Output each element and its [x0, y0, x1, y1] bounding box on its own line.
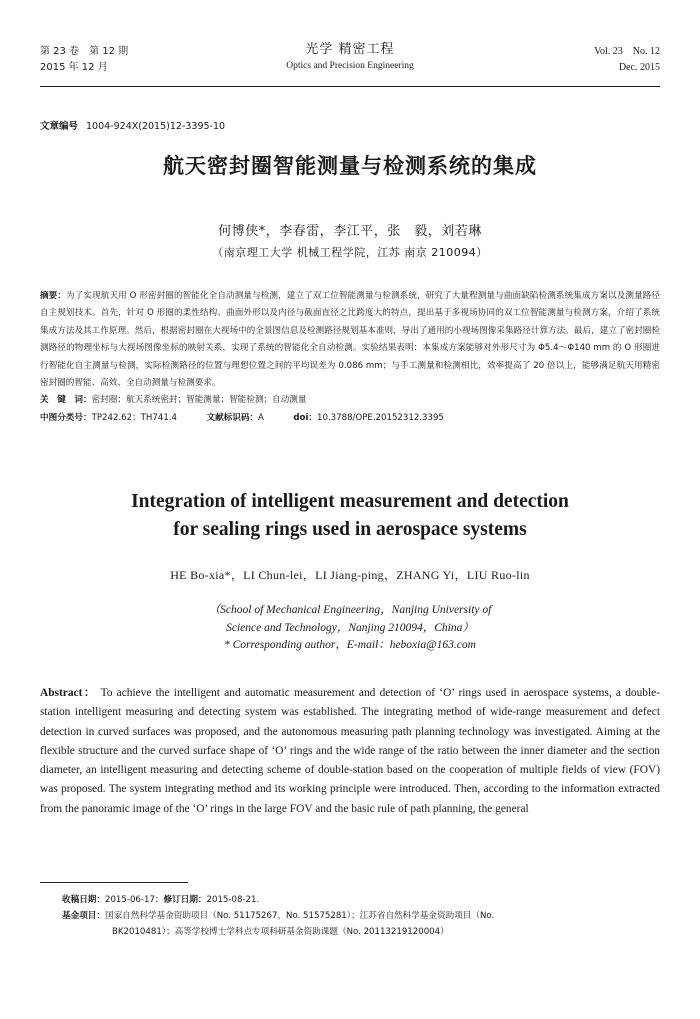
- doc-code-value: A: [258, 412, 264, 423]
- received-date: 2015-06-17；: [104, 895, 164, 905]
- article-number-value: 1004-924X(2015)12-3395-10: [86, 121, 226, 132]
- footnote-dates: [62, 892, 660, 908]
- affiliation-en-line1: （School of Mechanical Engineering，Nanjing University of: [208, 604, 492, 616]
- footnote-divider: [40, 882, 188, 883]
- revised-date: 2015-08-21.: [206, 895, 260, 905]
- corresponding-author: * Corresponding author，E-mail：heboxia@163.com: [224, 639, 476, 651]
- abstract-cn: [40, 288, 660, 392]
- affiliation-en-line2: Science and Technology，Nanjing 210094，China）: [226, 621, 474, 634]
- classification-line: [40, 410, 660, 427]
- authors-en: HE Bo-xia*，LI Chun-lei，LI Jiang-ping，ZHANG Yi，LIU Ruo-lin: [170, 568, 530, 582]
- doi-label: doi：: [293, 412, 318, 423]
- abstract-cn-label: 摘要：: [40, 291, 67, 301]
- header-right: [594, 44, 660, 76]
- journal-name: [40, 41, 660, 73]
- abstract-en: [40, 684, 660, 819]
- article-number-label: 文章编号: [40, 121, 79, 132]
- clc-value: TP242.62；TH741.4: [91, 412, 177, 423]
- keywords-cn-text: 密封圈；航天系统密封；智能测量；智能检测；自动测量: [91, 395, 307, 406]
- affiliation-en: [0, 602, 700, 655]
- article-number: [40, 118, 225, 132]
- abstract-en-text: To achieve the intelligent and automatic measurement and detection of ‘O’ rings used in aerospace systems, a double-station intelligent measuring and detecting system was established. The integrating method of wide-range measurement and defect detection in curved surfaces was proposed, and the autonomous measuring path planning technology was investigated. Aiming at the flexible structure and the curved surface shape of ‘O’ rings and the wide range of the ratio between the inner diameter and the section diameter, an intelligent measuring and detecting scheme of double-station based on the cooperation of multiple fields of view (FOV) was proposed. The system integrating method and its working principle were introduced. Then, according to the information extracted from the panoramic image of the ‘O’ rings in the large FOV and the basic rule of path planning, the general: [40, 687, 660, 815]
- title-en-line1: Integration of intelligent measurement and detection: [131, 491, 569, 512]
- footnote-funding: [62, 908, 660, 924]
- date-cn: 2015 年 12 月: [40, 62, 108, 73]
- revised-label: 修订日期：: [163, 895, 207, 905]
- title-cn: 航天密封圈智能测量与检测系统的集成: [163, 154, 537, 178]
- fund-line1: 国家自然科学基金资助项目（No. 51175267，No. 51575281）；江苏省自然科学基金资助项目（No.: [104, 911, 495, 921]
- keywords-cn-label: 关 键 词：: [40, 395, 92, 406]
- abstract-cn-text: 为了实现航天用 O 形密封圈的智能化全自动测量与检测，建立了双工位智能测量与检测系统，研究了大量程测量与曲面缺陷检测系统集成方案以及测量路径自主规划技术。首先，针对 O 形圈的柔性结构、曲面外形以及内径与截面直径之比跨度大的特点，提出基于多视场协同的双工位智能测量与检测方案，介绍了系统集成方法及其工作原理。然后，根据密封圈在大视场中的全景图信息及检测路径规划基本准则，导出了通用的小视场图像采集路径计算方法。最后，建立了密封圈检测路径的物理坐标与大视场图像坐标的映射关系，实现了系统的智能化全自动检测。实验结果表明：本集成方案能够对外形尺寸为 Φ5.4～Φ140 mm 的 O 形圈进行智能化自主测量与检测，实际检测路径的位置与理想位置之间的平均误差为 0.086 mm；与手工测量和检测相比，效率提高了 20 倍以上，能够满足航天用精密密封圈的智能、高效、全自动测量与检测要求。: [40, 291, 660, 389]
- affiliation-cn: （南京理工大学 机械工程学院，江苏 南京 210094）: [212, 246, 488, 259]
- clc-label: 中图分类号：: [40, 412, 92, 423]
- abstract-cn-block: [40, 288, 660, 427]
- fund-label: 基金项目：: [62, 911, 105, 921]
- running-header: [40, 44, 660, 87]
- footnote-funding-cont: BK2010481）；高等学校博士学科点专项科研基金资助课题（No. 20113219120004）: [112, 927, 449, 937]
- volume-issue-en: Vol. 23 No. 12: [594, 46, 660, 57]
- doc-code-label: 文献标识码：: [206, 412, 259, 423]
- title-en: [0, 488, 700, 544]
- journal-name-cn: 光学 精密工程: [305, 42, 395, 57]
- doi-value: 10.3788/OPE.20152312.3395: [317, 412, 444, 423]
- footnote: [62, 892, 660, 940]
- volume-issue-cn: 第 23 卷 第 12 期: [40, 46, 129, 57]
- abstract-en-label: Abstract：: [40, 687, 97, 699]
- journal-name-en: Optics and Precision Engineering: [286, 61, 414, 71]
- keywords-cn: [40, 392, 660, 409]
- title-en-line2: for sealing rings used in aerospace systems: [173, 519, 527, 540]
- received-label: 收稿日期：: [62, 895, 105, 905]
- date-en: Dec. 2015: [618, 62, 660, 73]
- authors-cn: 何博侠*，李春雷，李江平，张 毅，刘若琳: [218, 224, 482, 239]
